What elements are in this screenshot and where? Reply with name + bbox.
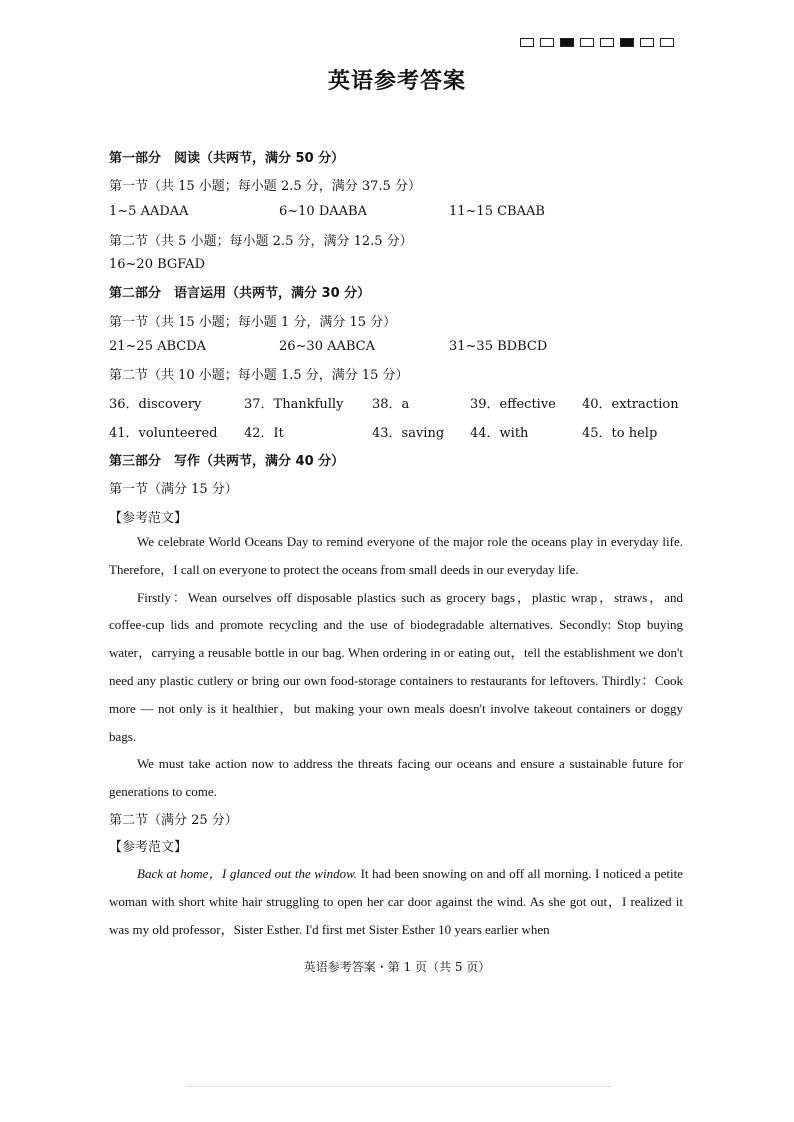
essay-paragraph: We must take action now to address the threats facing our oceans and ensure a sustainable future for generations to come. [109,756,683,800]
answer-group: 11~15 CBAAB [449,204,545,219]
fill-answer: 44．with [470,426,529,441]
marker-box [580,38,594,47]
fill-answer: 42．It [244,426,284,441]
marker-box [540,38,554,47]
marker-box [620,38,634,47]
part2-section1: 第一节（共 15 小题；每小题 1 分，满分 15 分） [109,315,397,330]
fill-answer: 41．volunteered [109,426,218,441]
marker-box [520,38,534,47]
answer-group: 16~20 BGFAD [109,257,205,272]
given-opening-sentence: Back at home，I glanced out the window. [137,866,358,881]
part3-heading: 第三部分 写作（共两节，满分 40 分） [109,454,345,469]
part1-heading: 第一部分 阅读（共两节，满分 50 分） [109,151,345,166]
sample-essay-1 [109,528,683,806]
answer-group: 1~5 AADAA [109,204,189,219]
fill-answer: 45．to help [582,426,658,441]
essay-paragraph: We celebrate World Oceans Day to remind everyone of the major role the oceans play in everyday life. Therefore，I call on everyone to protect the oceans from small deeds in our everyday life. [109,534,683,577]
marker-box [660,38,674,47]
part1-section2: 第二节（共 5 小题；每小题 2.5 分，满分 12.5 分） [109,234,413,249]
page-marker-strip [520,38,674,47]
essay-paragraph: Back at home，I glanced out the window. It had been snowing on and off all morning. I noticed a petite woman with short white hair struggling to open her car door against the wind. As she got out，I realized it was my old professor，Sister Esther. I'd first met Sister Esther 10 years earlier when [109,866,683,937]
fill-answer: 39．effective [470,397,556,412]
sample-label: 【参考范文】 [109,511,188,526]
part1-section1: 第一节（共 15 小题；每小题 2.5 分，满分 37.5 分） [109,179,421,194]
fill-answer: 38．a [372,397,410,412]
marker-box [600,38,614,47]
answer-group: 31~35 BDBCD [449,339,548,354]
fill-answer: 37．Thankfully [244,397,344,412]
page-title: 英语参考答案 [327,69,466,94]
marker-box [560,38,574,47]
part2-heading: 第二部分 语言运用（共两节，满分 30 分） [109,286,371,301]
part2-section2: 第二节（共 10 小题；每小题 1.5 分，满分 15 分） [109,368,409,383]
essay-paragraph: Firstly：Wean ourselves off disposable plastics such as grocery bags，plastic wrap，straws，and coffee-cup lids and promote recycling and the use of biodegradable alternatives. Secondly: Stop buying water，carrying a reusable bottle in our bag. When ordering in or eating out，tell the establishment we don't need any plastic cutlery or bring our own food-storage containers to restaurants for leftovers. Thirdly：Cook more — not only is it healthier，but making your own meals doesn't involve takeout containers or doggy bags. [109,589,683,744]
sample-essay-2 [109,860,683,943]
answer-group: 6~10 DAABA [279,204,367,219]
scan-artifact-line [186,1086,612,1087]
page-footer: 英语参考答案・第 1 页（共 5 页） [303,960,491,974]
part3-section2: 第二节（满分 25 分） [109,813,238,828]
marker-box [640,38,654,47]
sample-label: 【参考范文】 [109,840,188,855]
answer-group: 21~25 ABCDA [109,339,207,354]
fill-answer: 36．discovery [109,397,202,412]
answer-group: 26~30 AABCA [279,339,376,354]
part3-section1: 第一节（满分 15 分） [109,482,238,497]
fill-answer: 40．extraction [582,397,679,412]
fill-answer: 43．saving [372,426,445,441]
